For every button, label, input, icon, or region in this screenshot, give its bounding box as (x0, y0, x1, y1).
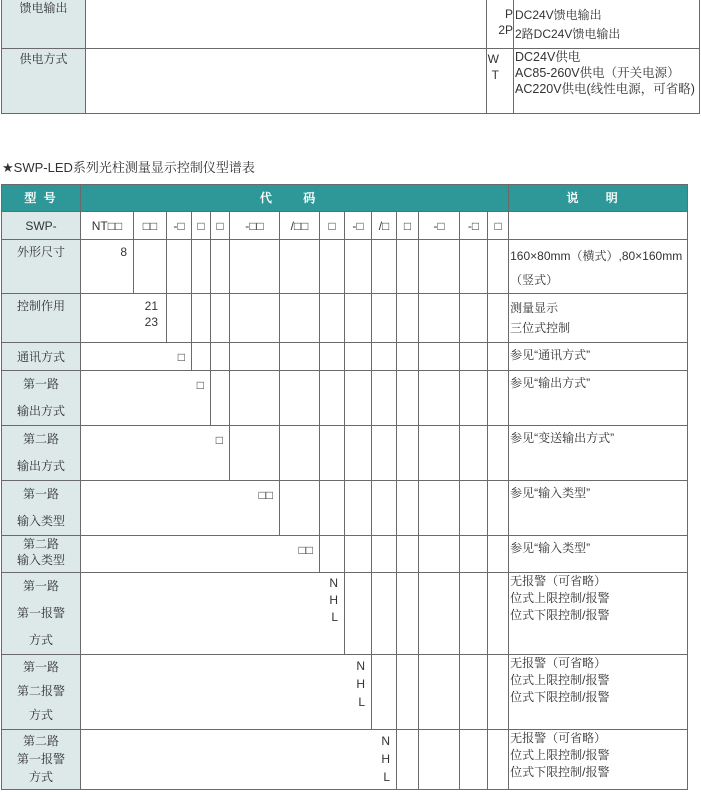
code-segment: /□□ (280, 212, 320, 240)
row-label: 通讯方式 (2, 343, 81, 371)
spec-row-output2 (2, 426, 688, 481)
code-segment: -□ (345, 212, 372, 240)
row-desc: DC24V馈电输出 2路DC24V馈电输出 (514, 0, 700, 49)
row-label: 供电方式 (2, 49, 86, 114)
row-codes: P 2P (487, 0, 514, 49)
header-desc: 说 明 (509, 185, 688, 212)
row-code: □ (81, 371, 211, 426)
row-label: 第一路 输入类型 (2, 481, 81, 536)
row-code: □ (81, 343, 192, 371)
row-code: 21 23 (81, 294, 167, 343)
spec-row-alarm1-2 (2, 655, 688, 730)
row-code: □□ (81, 536, 320, 573)
row-label: 第一路 第一报警 方式 (2, 573, 81, 655)
code-segment: -□ (167, 212, 192, 240)
row-desc: 参见“输入类型” (509, 536, 688, 573)
code-segment: □ (320, 212, 345, 240)
row-code: N H L (81, 730, 397, 790)
code-segment: -□ (460, 212, 488, 240)
power-supply-row (2, 49, 700, 114)
spec-row-comm (2, 343, 688, 371)
row-desc: 160×80mm（横式）,80×160mm（竖式） (509, 240, 688, 294)
row-label: 第二路 输出方式 (2, 426, 81, 481)
table-caption: ★SWP-LED系列光柱测量显示控制仪型谱表 (2, 160, 255, 175)
row-code: N H L (81, 573, 345, 655)
model-prefix: SWP- (2, 212, 81, 240)
row-label: 第一路 第二报警 方式 (2, 655, 81, 730)
row-desc: 参见“变送输出方式” (509, 426, 688, 481)
code-segment: /□ (372, 212, 397, 240)
row-label: 第一路 输出方式 (2, 371, 81, 426)
row-code: □ (81, 426, 230, 481)
code-segment: NT□□ (81, 212, 134, 240)
row-desc: 测量显示 三位式控制 (509, 294, 688, 343)
spec-row-alarm1-1 (2, 573, 688, 655)
row-desc: 无报警（可省略） 位式上限控制/报警 位式下限控制/报警 (509, 655, 688, 730)
row-codes: W T (487, 49, 514, 114)
code-segment: □□ (134, 212, 167, 240)
header-row (2, 185, 688, 212)
code-segment: □ (488, 212, 509, 240)
row-label: 外形尺寸 (2, 240, 81, 294)
row-label: 第二路 输入类型 (2, 536, 81, 573)
row-label: 控制作用 (2, 294, 81, 343)
model-spec-table (1, 184, 688, 790)
power-feed-table (1, 0, 700, 114)
row-desc: 参见“通讯方式” (509, 343, 688, 371)
code-segment: □ (397, 212, 419, 240)
spec-row-output1 (2, 371, 688, 426)
spec-row-input1 (2, 481, 688, 536)
code-segment: -□□ (230, 212, 280, 240)
row-label: 第二路 第一报警 方式 (2, 730, 81, 790)
row-desc: 参见“输出方式” (509, 371, 688, 426)
row-code: N H L (81, 655, 372, 730)
row-desc: 无报警（可省略） 位式上限控制/报警 位式下限控制/报警 (509, 730, 688, 790)
row-label: 馈电输出 (2, 0, 86, 49)
spec-row-control (2, 294, 688, 343)
row-desc: DC24V供电 AC85-260V供电（开关电源） AC220V供电(线性电源，可省略) (514, 49, 700, 114)
spec-row-alarm2-1 (2, 730, 688, 790)
row-code: 8 (81, 240, 134, 294)
model-code-row (2, 212, 688, 240)
code-segment: □ (192, 212, 211, 240)
header-model: 型 号 (2, 185, 81, 212)
code-segment: -□ (419, 212, 460, 240)
feed-output-row (2, 0, 700, 49)
spec-row-input2 (2, 536, 688, 573)
row-code: □□ (81, 481, 280, 536)
header-code: 代 码 (81, 185, 509, 212)
code-segment: □ (211, 212, 230, 240)
row-desc: 参见“输入类型” (509, 481, 688, 536)
spec-row-size (2, 240, 688, 294)
row-desc: 无报警（可省略） 位式上限控制/报警 位式下限控制/报警 (509, 573, 688, 655)
